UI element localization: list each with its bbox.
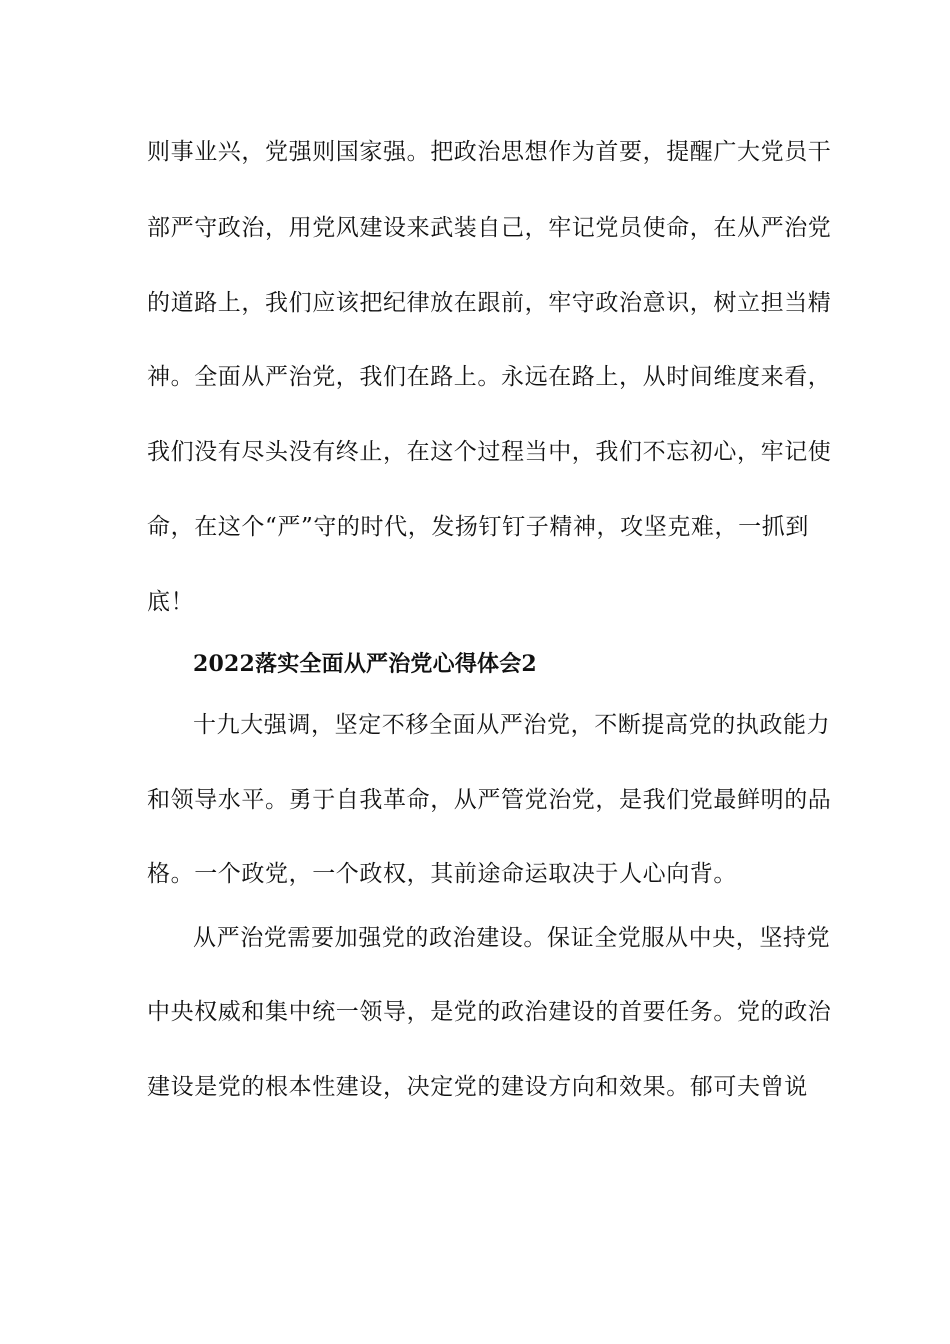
paragraph-1-line-5: 我们没有尽头没有终止，在这个过程当中，我们不忘初心，牢记使 xyxy=(147,439,832,465)
paragraph-1-line-7: 底！ xyxy=(147,589,195,615)
paragraph-1-line-1: 则事业兴，党强则国家强。把政治思想作为首要，提醒广大党员干 xyxy=(147,139,832,165)
paragraph-2-line-1: 十九大强调，坚定不移全面从严治党，不断提高党的执政能力 xyxy=(193,712,831,738)
paragraph-1-line-2: 部严守政治，用党风建设来武装自己，牢记党员使命，在从严治党 xyxy=(147,215,832,241)
paragraph-3-line-3: 建设是党的根本性建设，决定党的建设方向和效果。郁可夫曾说 xyxy=(147,1074,808,1100)
paragraph-1-line-4: 神。全面从严治党，我们在路上。永远在路上，从时间维度来看， xyxy=(147,364,832,390)
paragraph-1-line-6: 命，在这个“严”守的时代，发扬钉钉子精神，攻坚克难，一抓到 xyxy=(147,514,809,540)
paragraph-1-line-3: 的道路上，我们应该把纪律放在跟前，牢守政治意识，树立担当精 xyxy=(147,290,832,316)
paragraph-3-line-2: 中央权威和集中统一领导，是党的政治建设的首要任务。党的政治 xyxy=(147,999,832,1025)
paragraph-2-line-2: 和领导水平。勇于自我革命，从严管党治党，是我们党最鲜明的品 xyxy=(147,787,832,813)
section-heading: 2022落实全面从严治党心得体会2 xyxy=(193,651,537,677)
paragraph-2-line-3: 格。一个政党，一个政权，其前途命运取决于人心向背。 xyxy=(147,861,737,887)
paragraph-3-line-1: 从严治党需要加强党的政治建设。保证全党服从中央，坚持党 xyxy=(193,925,831,951)
